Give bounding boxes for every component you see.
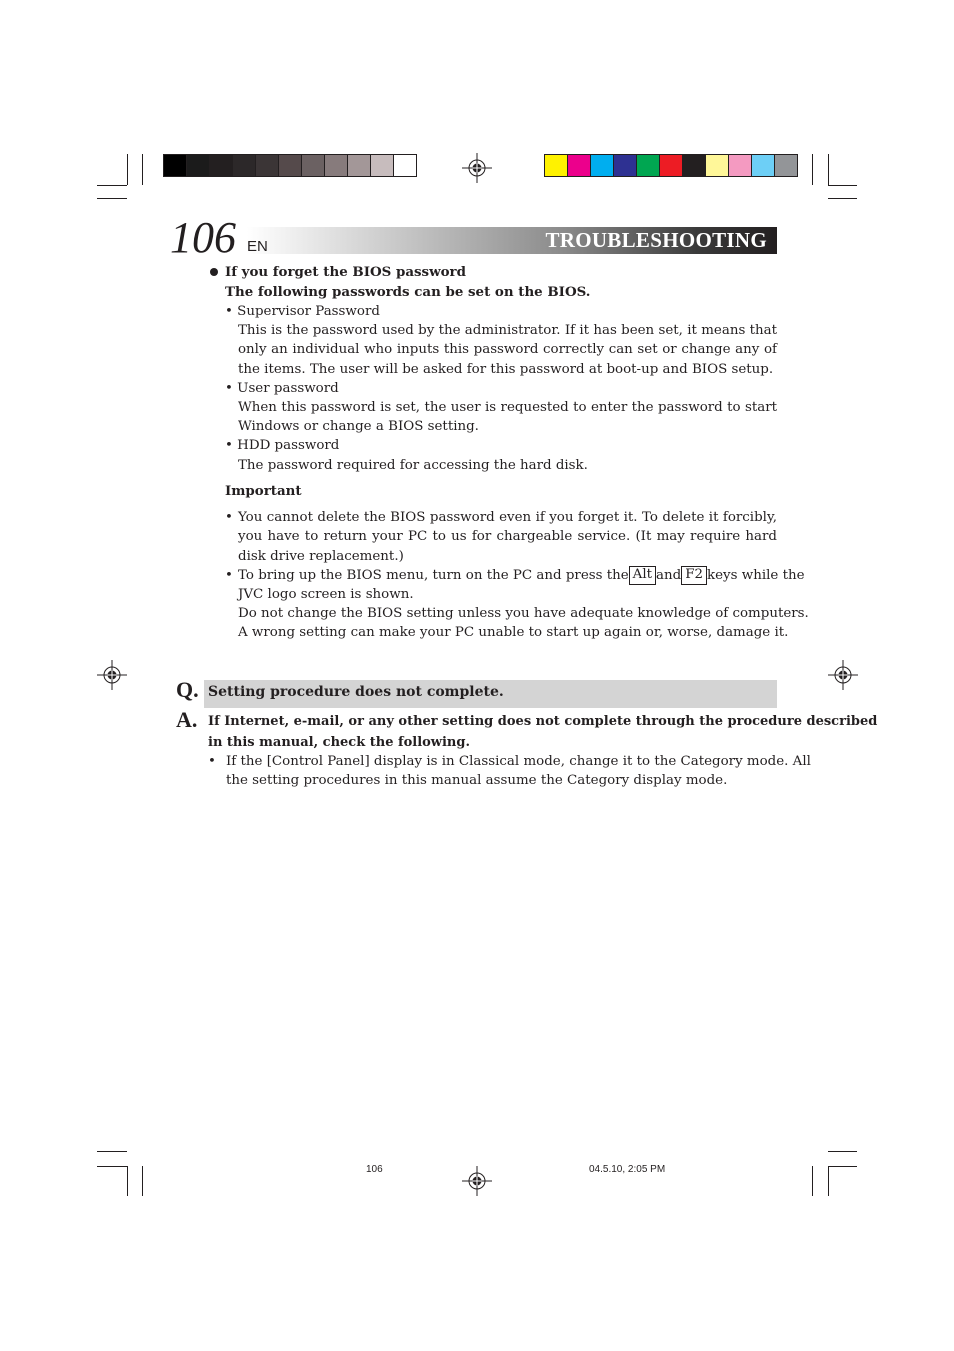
- calibration-swatch: [637, 155, 660, 176]
- calibration-swatch: [279, 155, 302, 176]
- calibration-swatch: [775, 155, 797, 176]
- calibration-swatch: [614, 155, 637, 176]
- calibration-swatch: [729, 155, 752, 176]
- calibration-swatch: [394, 155, 416, 176]
- crop-mark: [97, 1151, 127, 1152]
- password-type-label: • Supervisor Password: [225, 304, 380, 319]
- calibration-swatch: [683, 155, 706, 176]
- crop-mark: [828, 1151, 857, 1152]
- important-note-keys: [238, 566, 805, 585]
- password-type-label: • User password: [225, 381, 339, 396]
- important-note: You cannot delete the BIOS password even if you forget it. To delete it forcibly, you have to return your PC to us for chargeable service. (It may require hard disk drive replacement.): [238, 510, 777, 564]
- crop-mark: [828, 185, 857, 186]
- f2-key: F2: [681, 566, 707, 585]
- important-label: Important: [225, 483, 302, 499]
- note-text: JVC logo screen is shown.: [238, 587, 414, 602]
- calibration-swatch: [545, 155, 568, 176]
- crop-mark: [812, 154, 813, 185]
- calibration-swatch: [302, 155, 325, 176]
- password-description: When this password is set, the user is requested to enter the password to start Windows or change a BIOS setting.: [238, 400, 777, 435]
- a-letter: A.: [176, 707, 198, 732]
- calibration-swatch: [568, 155, 591, 176]
- calibration-swatch: [371, 155, 394, 176]
- registration-mark-icon: [462, 1166, 492, 1196]
- warning-text: Do not change the BIOS setting unless you have adequate knowledge of computers.: [238, 606, 809, 621]
- calibration-swatch: [660, 155, 683, 176]
- calibration-swatch: [348, 155, 371, 176]
- calibration-swatch: [591, 155, 614, 176]
- bios-subheading: The following passwords can be set on the BIOS.: [225, 284, 591, 300]
- grayscale-calibration-bar: [163, 154, 417, 177]
- bios-heading: If you forget the BIOS password: [225, 264, 466, 280]
- color-calibration-bar: [544, 154, 798, 177]
- calibration-swatch: [706, 155, 729, 176]
- answer-bullet-text: the setting procedures in this manual assume the Category display mode.: [226, 773, 728, 788]
- calibration-swatch: [752, 155, 775, 176]
- note-text: and: [656, 568, 682, 583]
- password-description: This is the password used by the administrator. If it has been set, it means that only an individual who inputs this password correctly can set or change any of the items. The user will be asked for this password at boot-up and BIOS setup.: [238, 323, 777, 377]
- crop-mark: [828, 154, 829, 185]
- crop-mark: [97, 1166, 127, 1167]
- section-title: TROUBLESHOOTING: [545, 228, 767, 252]
- crop-mark: [142, 1166, 143, 1196]
- crop-mark: [97, 198, 127, 199]
- registration-mark-icon: [828, 660, 858, 690]
- bullet-icon: •: [225, 568, 233, 583]
- answer-line: If Internet, e-mail, or any other setting does not complete through the procedure described: [208, 714, 878, 729]
- calibration-swatch: [164, 155, 187, 176]
- alt-key: Alt: [629, 566, 656, 585]
- crop-mark: [828, 198, 857, 199]
- registration-mark-icon: [97, 660, 127, 690]
- crop-mark: [127, 154, 128, 185]
- answer-bullet-text: If the [Control Panel] display is in Classical mode, change it to the Category mode. All: [226, 754, 811, 769]
- warning-text: A wrong setting can make your PC unable to start up again or, worse, damage it.: [238, 625, 789, 640]
- bullet-icon: •: [225, 510, 233, 525]
- calibration-swatch: [187, 155, 210, 176]
- page-number: 106: [170, 213, 236, 262]
- crop-mark: [142, 154, 143, 185]
- footer-timestamp: 04.5.10, 2:05 PM: [589, 1164, 666, 1175]
- q-letter: Q.: [176, 677, 199, 702]
- crop-mark: [127, 1166, 128, 1196]
- note-text: To bring up the BIOS menu, turn on the PC and press the: [238, 568, 629, 583]
- footer-page-number: 106: [366, 1164, 383, 1175]
- calibration-swatch: [325, 155, 348, 176]
- crop-mark: [828, 1166, 857, 1167]
- section-header-band: [247, 227, 777, 254]
- calibration-swatch: [233, 155, 256, 176]
- bullet-icon: •: [208, 754, 216, 769]
- answer-line: in this manual, check the following.: [208, 735, 470, 750]
- crop-mark: [97, 185, 127, 186]
- password-description: The password required for accessing the hard disk.: [238, 458, 588, 473]
- crop-mark: [812, 1166, 813, 1196]
- calibration-swatch: [256, 155, 279, 176]
- registration-mark-icon: [462, 153, 492, 183]
- crop-mark: [828, 1166, 829, 1196]
- calibration-swatch: [210, 155, 233, 176]
- note-text: keys while the: [707, 568, 805, 583]
- question-text: Setting procedure does not complete.: [208, 684, 504, 700]
- password-type-label: • HDD password: [225, 438, 340, 453]
- language-code: EN: [247, 238, 268, 255]
- bullet-dot-icon: [210, 268, 218, 276]
